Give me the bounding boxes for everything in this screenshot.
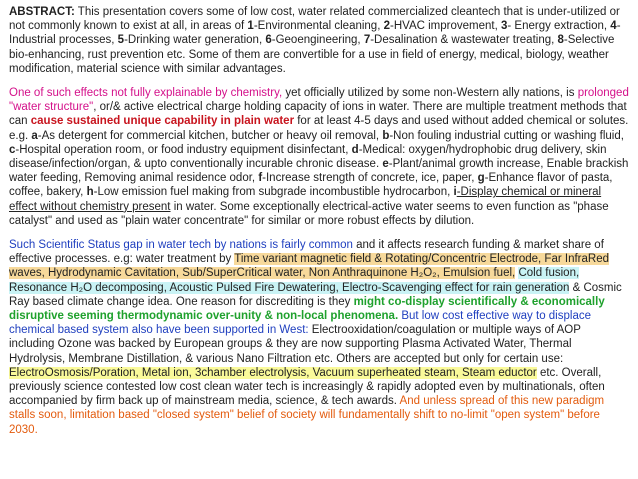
area-number: 6 <box>265 34 272 47</box>
area-number: 8 <box>557 34 564 47</box>
body-text: & Cosmic Ray based climate change idea. One reason for discrediting is they <box>9 281 622 308</box>
blue-text: Such Scientific Status gap in water tech by nations is fairly common <box>9 239 353 252</box>
list-text: -Increase strength of concrete, ice, paper, <box>262 172 478 185</box>
area-text: -Selective bio-enhancing, rust prevention etc. Some of them are convertible for a use in field of energy, medical, biology, weather modification, material science with similar advantages. <box>9 34 615 75</box>
green-emphasis-text: might co-display scientifically & economically disruptive seeming thermodynamic over-unity & non-local phenomena. <box>9 295 605 323</box>
abstract-paragraph <box>9 5 629 76</box>
body-text: , or/& active electrical charge holding capacity of ions in water. There are multiple treatment methods that can <box>9 101 627 128</box>
list-letter: i <box>453 186 457 199</box>
blue-text: But low cost effective way to displace chemical based system also have been supported in West: <box>9 310 591 337</box>
list-letter: g <box>477 172 485 185</box>
list-text: -Plant/animal growth increase, Enable brackish water feeding, Removing animal residence odor, <box>9 158 629 185</box>
list-letter: c <box>9 143 16 156</box>
magenta-highlight-text: One of such effects not fully explainable by chemistry, <box>9 87 283 100</box>
list-text: -Hospital operation room, or food industry equipment disinfectant, <box>15 143 352 156</box>
body-text: yet officially utilized by some non-Western ally nations, is <box>282 87 578 100</box>
water-structure-paragraph <box>9 86 629 228</box>
abstract-text: This presentation covers some of low cost, water related commercialized cleantech that is under-utilized or not commonly known to exist at all, in areas of <box>9 6 620 33</box>
area-number: 3 <box>500 20 508 33</box>
area-number: 1 <box>247 20 254 33</box>
list-letter: b <box>382 129 390 142</box>
body-text: etc. Overall, previously science contested low cost clean water tech is increasingly & rapidly adopted even by multinationals, often accompanied by firm back up of mainstream media, science, & tech awards. <box>9 366 605 408</box>
body-text: for at least 4-5 days and used without added chemical or solutes. e.g. <box>9 115 629 142</box>
area-number: 4 <box>610 20 617 33</box>
list-letter: f <box>258 172 263 185</box>
area-text: -Desalination & wastewater treating, <box>370 34 558 47</box>
underlined-text: -Display chemical or mineral effect without chemistry present <box>9 186 602 213</box>
magenta-highlight-text: prolonged "water structure" <box>9 87 629 114</box>
body-text: and it affects research funding & market share of effective processes. e.g: water treatment by <box>9 239 604 266</box>
tan-highlighted-tech-list: Time variant magnetic field & Rotating/Concentric Electrode, Far InfraRed waves, Hydrodynamic Cavitation, Sub/SuperCritical water, Non Anthraquinone H₂O₂, Emulsion fuel, <box>9 253 609 280</box>
area-text: -HVAC improvement, <box>390 20 501 33</box>
cyan-highlighted-tech-list: Cold fusion, Resonance H₂O decomposing, Acoustic Pulsed Fire Dewatering, Electro-Scavenging effect for rain generation <box>9 267 580 294</box>
area-number: 7 <box>363 34 371 47</box>
list-letter: e <box>382 158 389 171</box>
area-text: - Energy extraction, <box>507 20 611 33</box>
yellow-highlighted-tech-list: ElectroOsmosis/Poration, Metal ion, 3chamber electrolysis, Vacuum superheated steam, Steam eductor <box>9 366 537 379</box>
body-text: in water. Some exceptionally electrical-active water seems to even function as "phase catalyst" and used as "plain water concentrate" for similar or more robust effects by dilution. <box>9 200 609 227</box>
scientific-status-paragraph <box>9 238 629 437</box>
body-text: Electrooxidation/coagulation or multiple ways of AOP including Ozone was backed by European groups & they are now supporting Plasma Activated Water, Thermal Hydrolysis, Membrane Distillation, & various Nano Filtration etc. Others are accepted but only for certain use: <box>9 324 581 365</box>
area-number: 2 <box>383 20 390 33</box>
area-number: 5 <box>117 34 125 47</box>
list-text: -Medical: oxygen/hydrophobic drug delivery, skin disease/infection/organ, & upto conventionally incurable chronic disease. <box>9 143 607 171</box>
area-text: -Geoengineering, <box>271 34 364 47</box>
area-text: -Industrial processes, <box>9 20 621 47</box>
red-emphasis-text: cause sustained unique capability in plain water <box>30 115 295 128</box>
list-text: -As detergent for commercial kitchen, butcher or heavy oil removal, <box>37 129 383 142</box>
list-text: -Low emission fuel making from subgrade incombustible hydrocarbon, <box>93 186 454 199</box>
list-text: -Enhance flavor of pasta, coffee, bakery, <box>9 172 613 199</box>
list-text: -Non fouling industrial cutting or washing fluid, <box>389 129 624 142</box>
list-letter: a <box>31 129 38 142</box>
list-letter: h <box>86 186 94 199</box>
area-text: -Drinking water generation, <box>124 34 266 47</box>
area-text: -Environmental cleaning, <box>253 20 384 33</box>
orange-conclusion-text: And unless spread of this new paradigm stalls soon, limitation based "closed system" belief of society will fundamentally shift to no-limit "open system" before 2030. <box>9 395 605 436</box>
list-letter: d <box>351 143 359 156</box>
abstract-heading: ABSTRACT: <box>9 6 75 18</box>
